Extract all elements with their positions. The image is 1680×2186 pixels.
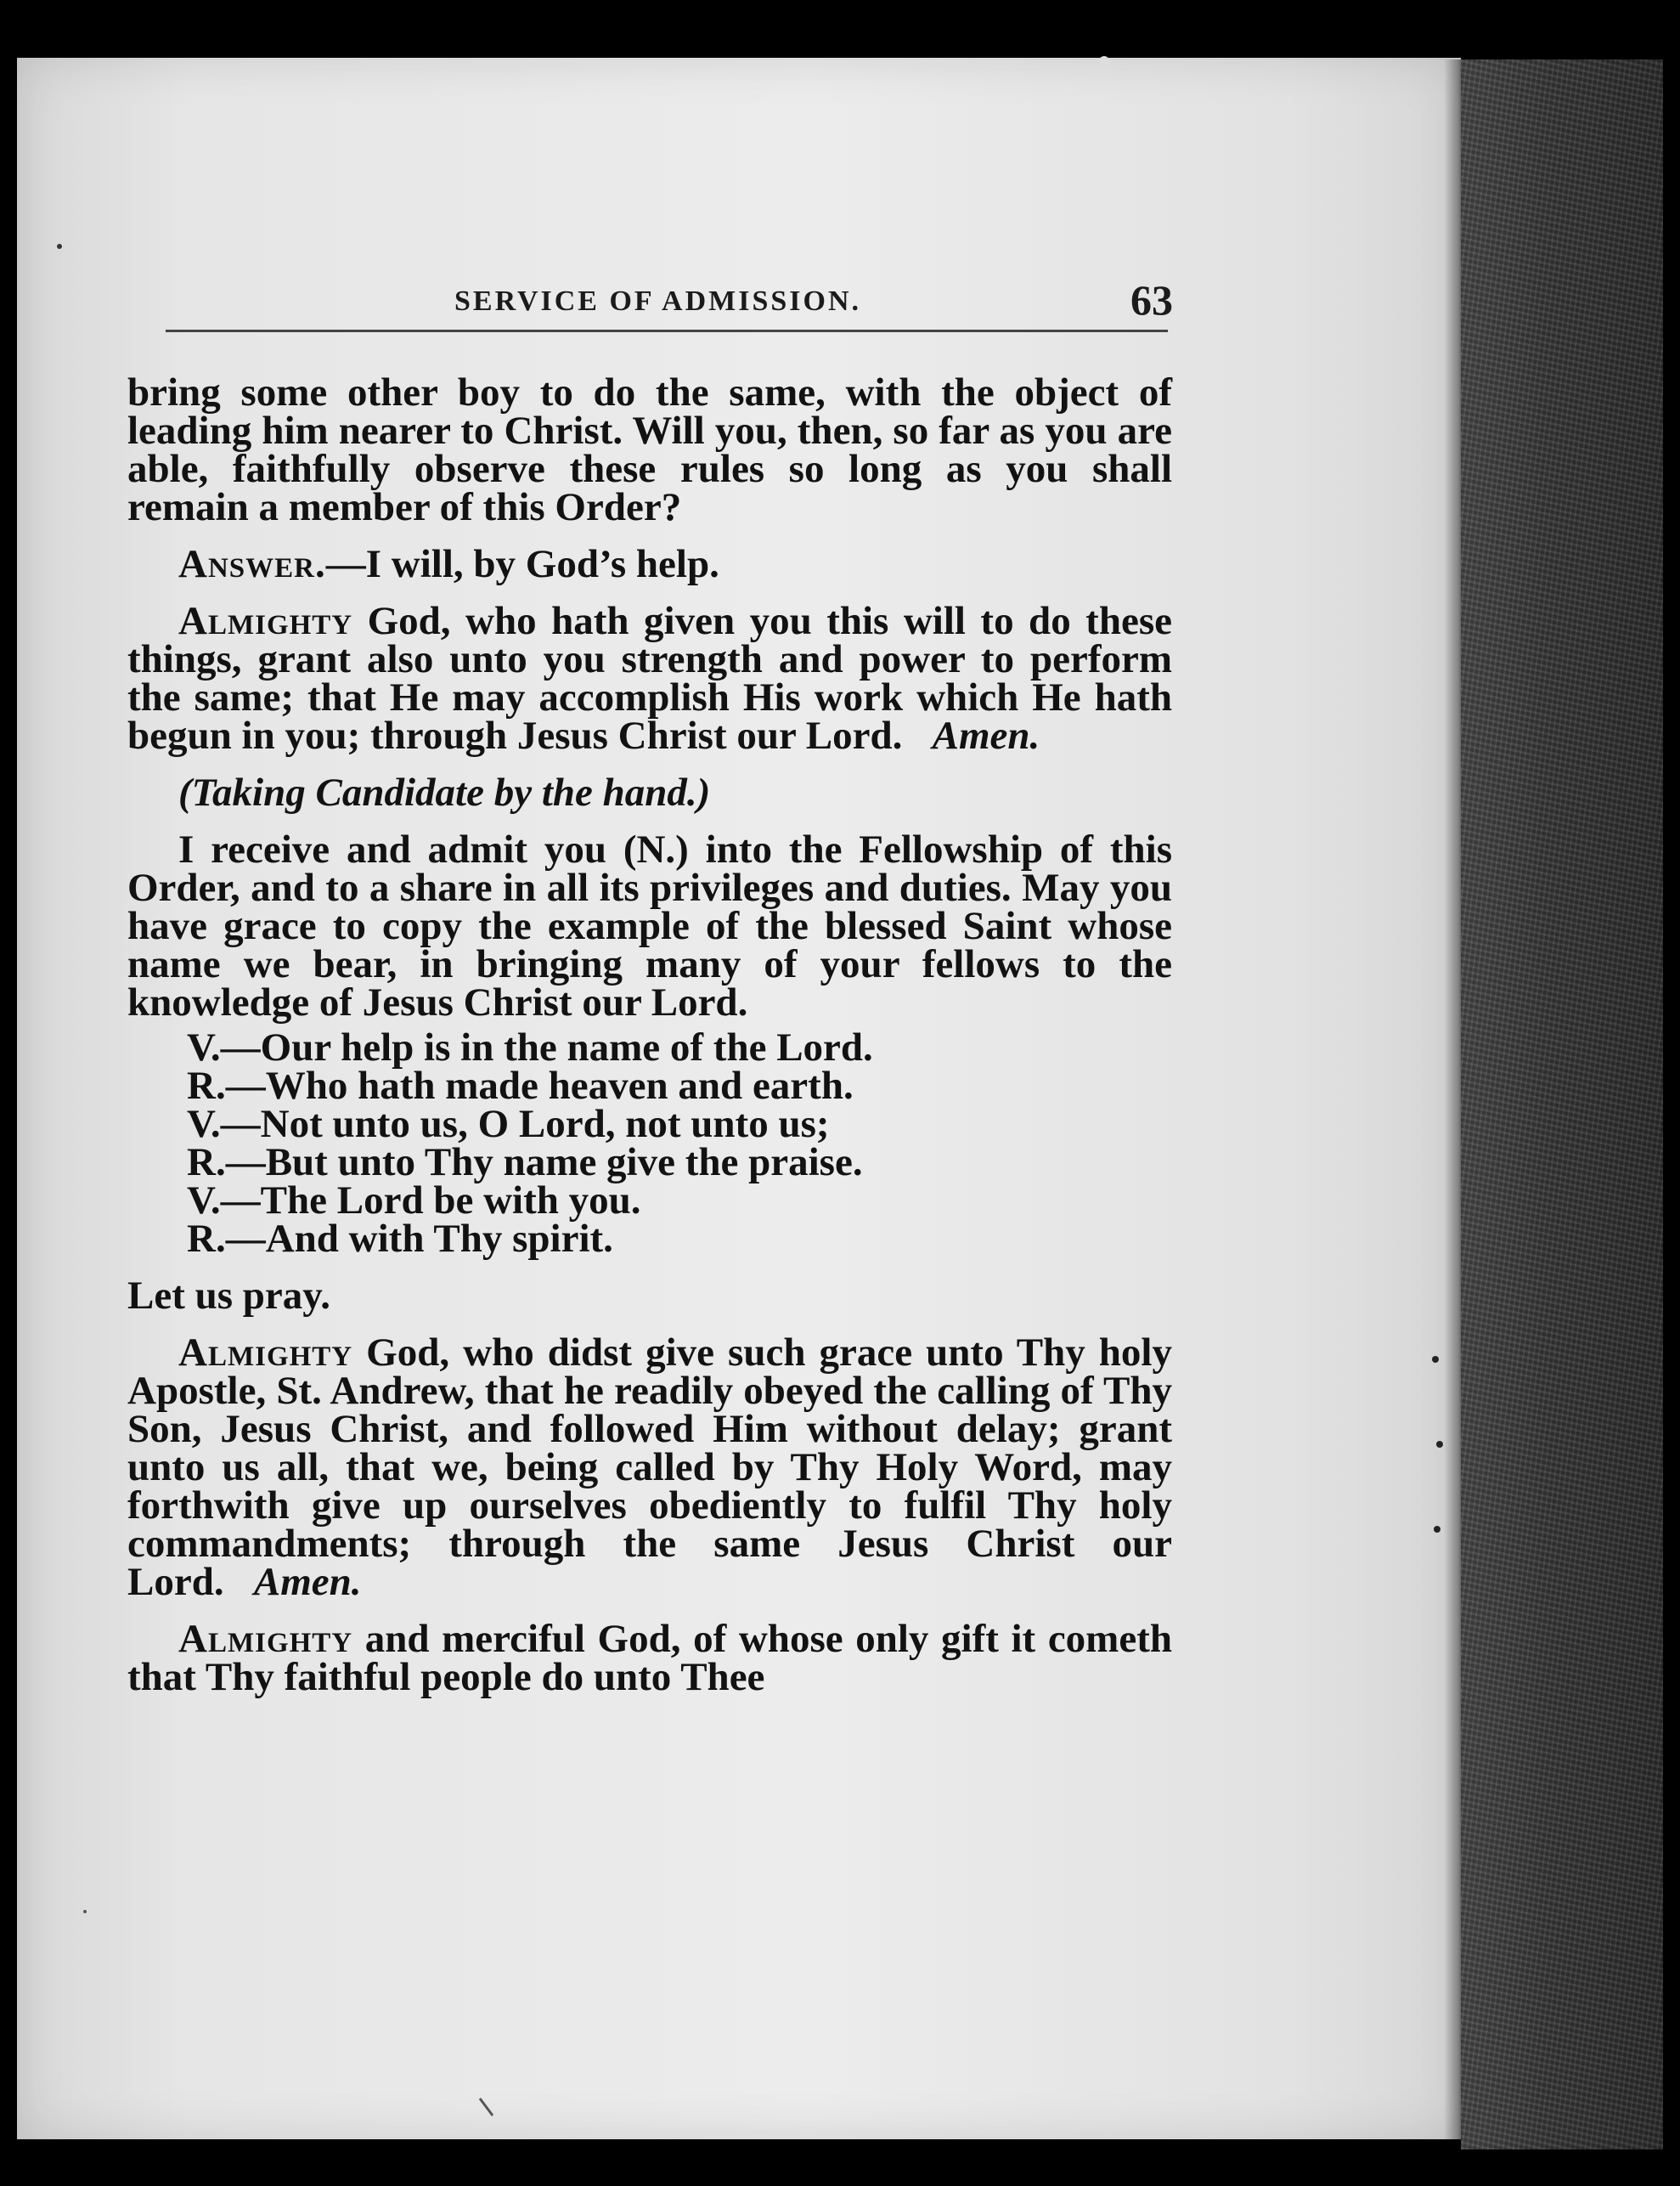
st-andrew-amen: Amen.	[253, 1560, 362, 1604]
scan-top-border	[0, 0, 1680, 58]
answer-label: Answer.	[178, 542, 326, 586]
versicle-line: V.—The Lord be with you.	[187, 1178, 641, 1223]
response-line: R.—Who hath made heaven and earth.	[187, 1064, 854, 1108]
book-spine	[1461, 59, 1663, 2149]
st-andrew-text: God, who didst give such grace unto Thy holy Apostle, St. Andrew, that he readily obeyed the calling of Thy Son, Jesus Christ, and followed Him without delay; grant unto us all, that we, being called by Thy Holy Word, may forthwith give up ourselves obediently to fulfil Thy holy commandments; through the same Jesus Christ our Lord.	[127, 1330, 1172, 1604]
admission-paragraph: I receive and admit you (N.) into the Fellowship of this Order, and to a share in all its privileges and duties. May you have grace to copy the example of the blessed Saint whose name we bear, in bringing many of your fellows to the knowledge of Jesus Christ our Lord.	[127, 828, 1172, 1025]
answer-text: —I will, by God’s help.	[325, 542, 719, 586]
final-collect-text: and merciful God, of whose only gift it cometh that Thy faithful people do unto Thee	[127, 1617, 1172, 1699]
let-us-pray: Let us pray.	[127, 1274, 330, 1318]
versicle-line: V.—Not unto us, O Lord, not unto us;	[187, 1102, 830, 1146]
versicle-line: V.—Our help is in the name of the Lord.	[187, 1025, 873, 1070]
collect-paragraph	[127, 599, 1172, 758]
page-number: 63	[1130, 276, 1173, 324]
running-head-title: SERVICE OF ADMISSION.	[454, 285, 862, 317]
st-andrew-lead-word: Almighty	[178, 1330, 353, 1375]
running-head	[166, 272, 1185, 331]
collect-lead-word: Almighty	[178, 599, 353, 643]
answer-paragraph	[127, 542, 1172, 586]
rubric: (Taking Candidate by the hand.)	[178, 771, 711, 815]
final-collect-lead-word: Almighty	[178, 1617, 353, 1661]
collect-text: God, who hath given you this will to do these things, grant also unto you strength and power to perform the same; that He may accomplish His work which He hath begun in you; through Jesus Christ our Lord.	[127, 599, 1172, 758]
continued-paragraph: bring some other boy to do the same, with the object of leading him nearer to Christ. Will you, then, so far as you are able, faithfully observe these rules so long as you shall remain a member of this Order?	[127, 370, 1172, 529]
final-collect	[127, 1617, 1172, 1699]
response-line: R.—And with Thy spirit.	[187, 1217, 613, 1261]
response-line: R.—But unto Thy name give the praise.	[187, 1140, 863, 1184]
header-rule	[166, 330, 1168, 332]
st-andrew-collect	[127, 1330, 1172, 1604]
page-body	[127, 370, 1172, 1699]
collect-amen: Amen.	[932, 714, 1040, 758]
